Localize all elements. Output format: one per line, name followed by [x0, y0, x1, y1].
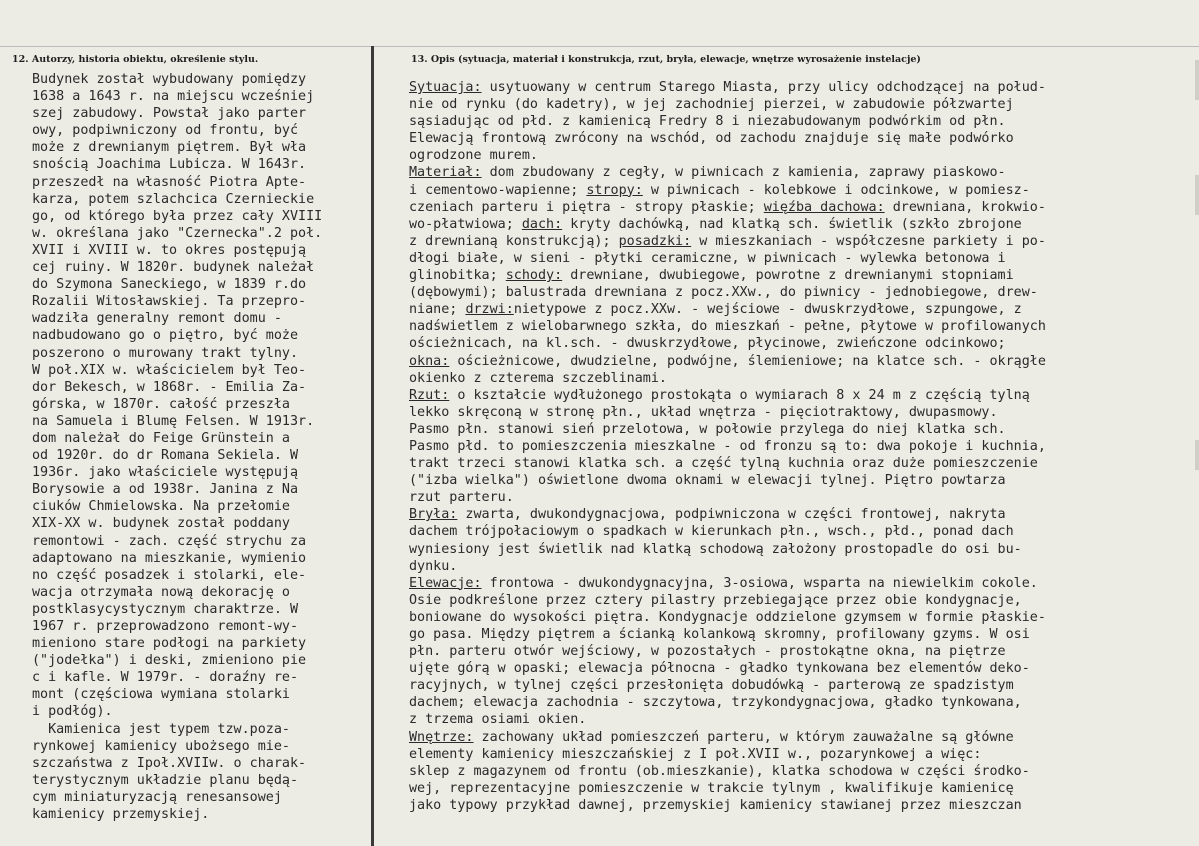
history-line: poszerono o murowany trakt tylny. — [32, 345, 299, 361]
history-line: Rozalii Witosławskiej. Ta przepro- — [32, 294, 307, 310]
history-line: szej zabudowy. Powstał jako parter — [32, 106, 307, 122]
history-line: dor Bekesch, w 1868r. - Emilia Za- — [32, 379, 307, 395]
description-text: dachem; elewacja zachodnia - szczytowa, trzykondygnacjowa, gładko tynkowana, — [409, 695, 1022, 711]
history-line: cym miniaturyzacją renesansowej — [32, 789, 282, 805]
description-line — [409, 626, 1194, 643]
history-line: szczaństwa z Ipoł.XVIIw. o charak- — [32, 755, 307, 771]
description-line — [409, 729, 1194, 746]
top-rule — [0, 46, 1199, 47]
description-line — [409, 575, 1194, 592]
description-line — [409, 694, 1194, 711]
description-text: Osie podkreślone przez cztery pilastry przebiegające przez obie kondygnacje, — [409, 592, 1022, 608]
description-text: drewniana, krokwio- — [884, 199, 1046, 215]
history-line: 1936r. jako właściciele występują — [32, 465, 299, 481]
section-label: Bryła: — [409, 507, 458, 523]
description-line — [409, 711, 1194, 728]
history-line: no część posadzek i stolarki, ele- — [32, 567, 307, 583]
history-line: do Szymona Saneckiego, w 1839 r.do — [32, 277, 307, 293]
history-line: terystycznym układzie planu będą- — [32, 772, 299, 788]
description-text: Elewacją frontową zwrócony na wschód, od zachodu znajduje się małe podwórko — [409, 131, 1014, 147]
description-line — [409, 472, 1194, 489]
description-text: frontowa - dwukondygnacyjna, 3-osiowa, wsparta na niewielkim cokole. — [481, 575, 1038, 591]
history-line: adaptowano na mieszkanie, wymienio — [32, 550, 307, 566]
history-line: remontowi - zach. część strychu za — [32, 533, 307, 549]
description-text: dachem trójpołaciowym o spadkach w kierunkach płn., wsch., płd., ponad dach — [409, 524, 1014, 540]
description-text: z trzema osiami okien. — [409, 712, 587, 728]
history-line: mont (częściowa wymiana stolarki — [32, 687, 290, 703]
history-line: wacja otrzymała nową dekorację o — [32, 584, 290, 600]
description-line — [409, 147, 1194, 164]
description-text: ujęte górą w opaski; elewacja północna - gładko tynkowana bez elementów deko- — [409, 661, 1030, 677]
description-text: płn. parteru otwór wejściowy, w pozostałych - prostokątne okna, na piętrze — [409, 644, 1006, 660]
history-line: postklasycystycznym charaktrze. W — [32, 601, 299, 617]
description-line — [409, 660, 1194, 677]
description-text: usytuowany w centrum Starego Miasta, przy ulicy odchodzącej na połud- — [481, 80, 1046, 95]
description-line — [409, 79, 1194, 96]
description-line — [409, 370, 1194, 387]
description-text: nadświetlem z wielobarwnego szkła, do mieszkań - pełne, płytowe w profilowanych — [409, 319, 1046, 335]
history-line: 1638 a 1643 r. na miejscu wcześniej — [32, 89, 315, 105]
section-label: więźba dachowa: — [763, 199, 885, 215]
section-label: okna: — [409, 353, 450, 369]
description-line — [409, 541, 1194, 558]
description-line — [409, 558, 1194, 575]
description-text: ("izba wielka") oświetlone dwoma oknami w elewacji tylnej. Piętro powtarza — [409, 473, 1006, 489]
history-line: i podłóg). — [32, 704, 113, 720]
description-line — [409, 318, 1194, 335]
description-line — [409, 284, 1194, 301]
description-line — [409, 455, 1194, 472]
description-text: jako typowy przykład dawnej, przemyskiej kamienicy stawianej przez mieszczan — [409, 797, 1022, 813]
section-label: drzwi: — [465, 302, 514, 318]
description-text: boniowane do wysokości piętra. Kondygnacje oddzielone gzymsem w formie płaskie- — [409, 609, 1046, 625]
history-line: ("jodełka") i deski, zmieniono pie — [32, 653, 307, 669]
description-line — [409, 130, 1194, 147]
page-edge-tab — [1195, 60, 1199, 100]
history-line: Kamienica jest typem tzw.poza- — [32, 721, 290, 737]
description-line — [409, 113, 1194, 130]
description-text: nie od rynku (do kadetry), w jej zachodniej pierzei, w zabudowie półzwartej — [409, 97, 1014, 113]
description-text: ościeżnicach, na kl.sch. - dwuskrzydłowe, płycinowe, zwieńczone odcinkowo; — [409, 336, 1006, 352]
section-label: Rzut: — [409, 387, 450, 403]
history-line: przeszedł na własność Piotra Apte- — [32, 174, 307, 190]
section-label: Sytuacja: — [409, 80, 482, 95]
history-line: Budynek został wybudowany pomiędzy — [32, 72, 307, 87]
section-label: schody: — [505, 268, 563, 284]
history-line: go, od którego była przez cały XVIII — [32, 208, 323, 224]
description-text: wo-płatwiowa; — [409, 216, 522, 232]
history-line: Borysowie a od 1938r. Janina z Na — [32, 482, 299, 498]
description-line — [409, 182, 1194, 199]
description-line — [409, 609, 1194, 626]
description-text: zwarta, dwukondygnacjowa, podpiwniczona w części frontowej, nakryta — [457, 507, 1006, 523]
description-line — [409, 267, 1194, 284]
history-line: XIX-XX w. budynek został poddany — [32, 516, 290, 532]
description-line — [409, 780, 1194, 797]
section-12-header: 12. Autorzy, historia obiektu, określenie stylu. — [12, 54, 259, 65]
description-text: sąsiadując od płd. z kamienicą Fredry 8 i niezabudowanym podwórkim od płn. — [409, 114, 1006, 130]
section-label: Wnętrze: — [409, 729, 474, 745]
description-line — [409, 523, 1194, 540]
description-text: Pasmo płd. to pomieszczenia mieszkalne - od fronzu są to: dwa pokoje i kuchnia, — [409, 438, 1046, 454]
section-label: dach: — [521, 216, 563, 232]
description-line — [409, 387, 1194, 404]
description-line — [409, 250, 1194, 267]
description-text: dynku. — [409, 558, 458, 574]
section-label: posadzki: — [618, 233, 692, 249]
page-edge-tab — [1195, 175, 1199, 215]
history-line: nadbudowano go o piętro, być może — [32, 328, 299, 344]
description-line — [409, 592, 1194, 609]
description-line — [409, 677, 1194, 694]
description-text: okienko z czterema szczeblinami. — [409, 370, 667, 386]
history-line: 1967 r. przeprowadzono remont-wy- — [32, 619, 299, 634]
description-text: z drewnianą konstrukcją); — [409, 233, 619, 249]
history-line: rynkowej kamienicy ubożsego mie- — [32, 738, 290, 754]
history-line: wadziła generalny remont domu - — [32, 311, 282, 327]
history-line: mieniono stare podłogi na parkiety — [32, 636, 307, 652]
description-line — [409, 233, 1194, 250]
history-line: ciuków Chmielowska. Na przełomie — [32, 499, 290, 515]
description-text: dom zbudowany z cegły, w piwnicach z kamienia, zaprawy piaskowo- — [481, 165, 1006, 181]
description-text: niane; — [409, 302, 466, 318]
description-text: drewniane, dwubiegowe, powrotne z drewnianymi stopniami — [562, 268, 1014, 284]
description-text: elementy kamienicy mieszczańskiej z I poł.XVII w., pozarynkowej a więc: — [409, 746, 982, 762]
history-line: od 1920r. do dr Romana Sekiela. W — [32, 448, 299, 464]
description-text: i cementowo-wapienne; — [409, 182, 587, 198]
description-text: (dębowymi); balustrada drewniana z pocz.XXw., do piwnicy - jednobiegowe, drew- — [409, 285, 1038, 301]
history-line: snością Joachima Lubicza. W 1643r. — [32, 157, 307, 173]
description-text: wyniesiony jest świetlik nad klatką schodową założony prostopadle do osi bu- — [409, 541, 1022, 557]
description-text: wej, reprezentacyjne pomieszczenie w trakcie tylnym , kwalifikuje kamienicę — [409, 780, 1014, 796]
description-text: dłogi białe, w sieni - płytki ceramiczne, w piwnicach - wylewka betonowa i — [409, 250, 1006, 266]
description-text: w piwnicach - kolebkowe i odcinkowe, w pomiesz- — [642, 182, 1030, 198]
description-text: rzut parteru. — [409, 490, 514, 506]
history-line: W poł.XIX w. właścicielem był Teo- — [32, 362, 307, 378]
section-label: Materiał: — [409, 165, 482, 181]
description-text: racyjnych, w tylnej części przesłonięta dobudówką - parterową ze spadzistym — [409, 678, 1014, 694]
description-text: ościeżnicowe, dwudzielne, podwójne, ślemieniowe; na klatce sch. - okrągłe — [449, 353, 1046, 369]
description-text: glinobitka; — [409, 268, 506, 284]
description-line — [409, 164, 1194, 181]
history-line: karza, potem szlachcica Czernieckie — [32, 191, 315, 207]
description-text: Pasmo płn. stanowi sień przelotowa, w połowie przylega do niej klatka sch. — [409, 421, 1006, 437]
description-line — [409, 763, 1194, 780]
history-line: w. określana jako "Czernecka".2 poł. — [32, 225, 323, 241]
history-text-column — [32, 71, 370, 823]
history-line: górska, w 1870r. całość przeszła — [32, 396, 290, 412]
description-line — [409, 643, 1194, 660]
section-label: stropy: — [586, 182, 643, 198]
description-text: zachowany układ pomieszczeń parteru, w którym zauważalne są główne — [473, 729, 1014, 745]
section-13-header: 13. Opis (sytuacja, materiał i konstrukcja, rzut, bryła, elewacje, wnętrze wyrosażenie instelacje) — [411, 54, 921, 65]
description-text-column — [409, 79, 1194, 814]
description-text: sklep z magazynem od frontu (ob.mieszkanie), klatka schodowa w części środko- — [409, 763, 1030, 779]
description-line — [409, 199, 1194, 216]
description-line — [409, 353, 1194, 370]
description-text: ogrodzone murem. — [409, 148, 538, 164]
description-text: trakt trzeci stanowi klatka sch. a część tylną kuchnia oraz duże pomieszczenie — [409, 456, 1038, 472]
description-text: czeniach parteru i piętra - stropy płaskie; — [409, 199, 764, 215]
description-text: go pasa. Między piętrem a ścianką kolankową skromny, profilowany gzyms. W osi — [409, 627, 1030, 642]
history-line: może z drewnianym piętrem. Był wła — [32, 140, 307, 156]
description-line — [409, 404, 1194, 421]
history-line: owy, podpiwniczony od frontu, być — [32, 123, 299, 139]
column-divider — [371, 46, 374, 846]
description-text: nietypowe z pocz.XXw. - wejściowe - dwuskrzydłowe, szpungowe, z — [513, 302, 1022, 318]
description-line — [409, 746, 1194, 763]
description-line — [409, 438, 1194, 455]
description-line — [409, 96, 1194, 113]
description-line — [409, 335, 1194, 352]
description-text: kryty dachówką, nad klatką sch. świetlik (szkło zbrojone — [562, 216, 1022, 232]
description-line — [409, 797, 1194, 814]
description-text: w mieszkaniach - współczesne parkiety i po- — [691, 233, 1046, 249]
history-line: dom należał do Feige Grünstein a — [32, 430, 290, 446]
history-line: cej ruiny. W 1820r. budynek należał — [32, 260, 315, 276]
description-line — [409, 489, 1194, 506]
page-edge-tab — [1195, 440, 1199, 470]
history-line: XVII i XVIII w. to okres postępują — [32, 242, 307, 258]
description-line — [409, 216, 1194, 233]
description-line — [409, 301, 1194, 318]
description-line — [409, 421, 1194, 438]
section-label: Elewacje: — [409, 575, 482, 591]
history-line: kamienicy przemyskiej. — [32, 807, 210, 823]
description-line — [409, 506, 1194, 523]
history-line: na Samuela i Blumę Felsen. W 1913r. — [32, 413, 315, 429]
description-text: lekko skręconą w stronę płn., układ wnętrza - pięciotraktowy, dwupasmowy. — [409, 404, 998, 420]
history-line: c i kafle. W 1979r. - doraźny re- — [32, 670, 299, 686]
description-text: o kształcie wydłużonego prostokąta o wymiarach 8 x 24 m z częścią tylną — [449, 387, 1030, 403]
